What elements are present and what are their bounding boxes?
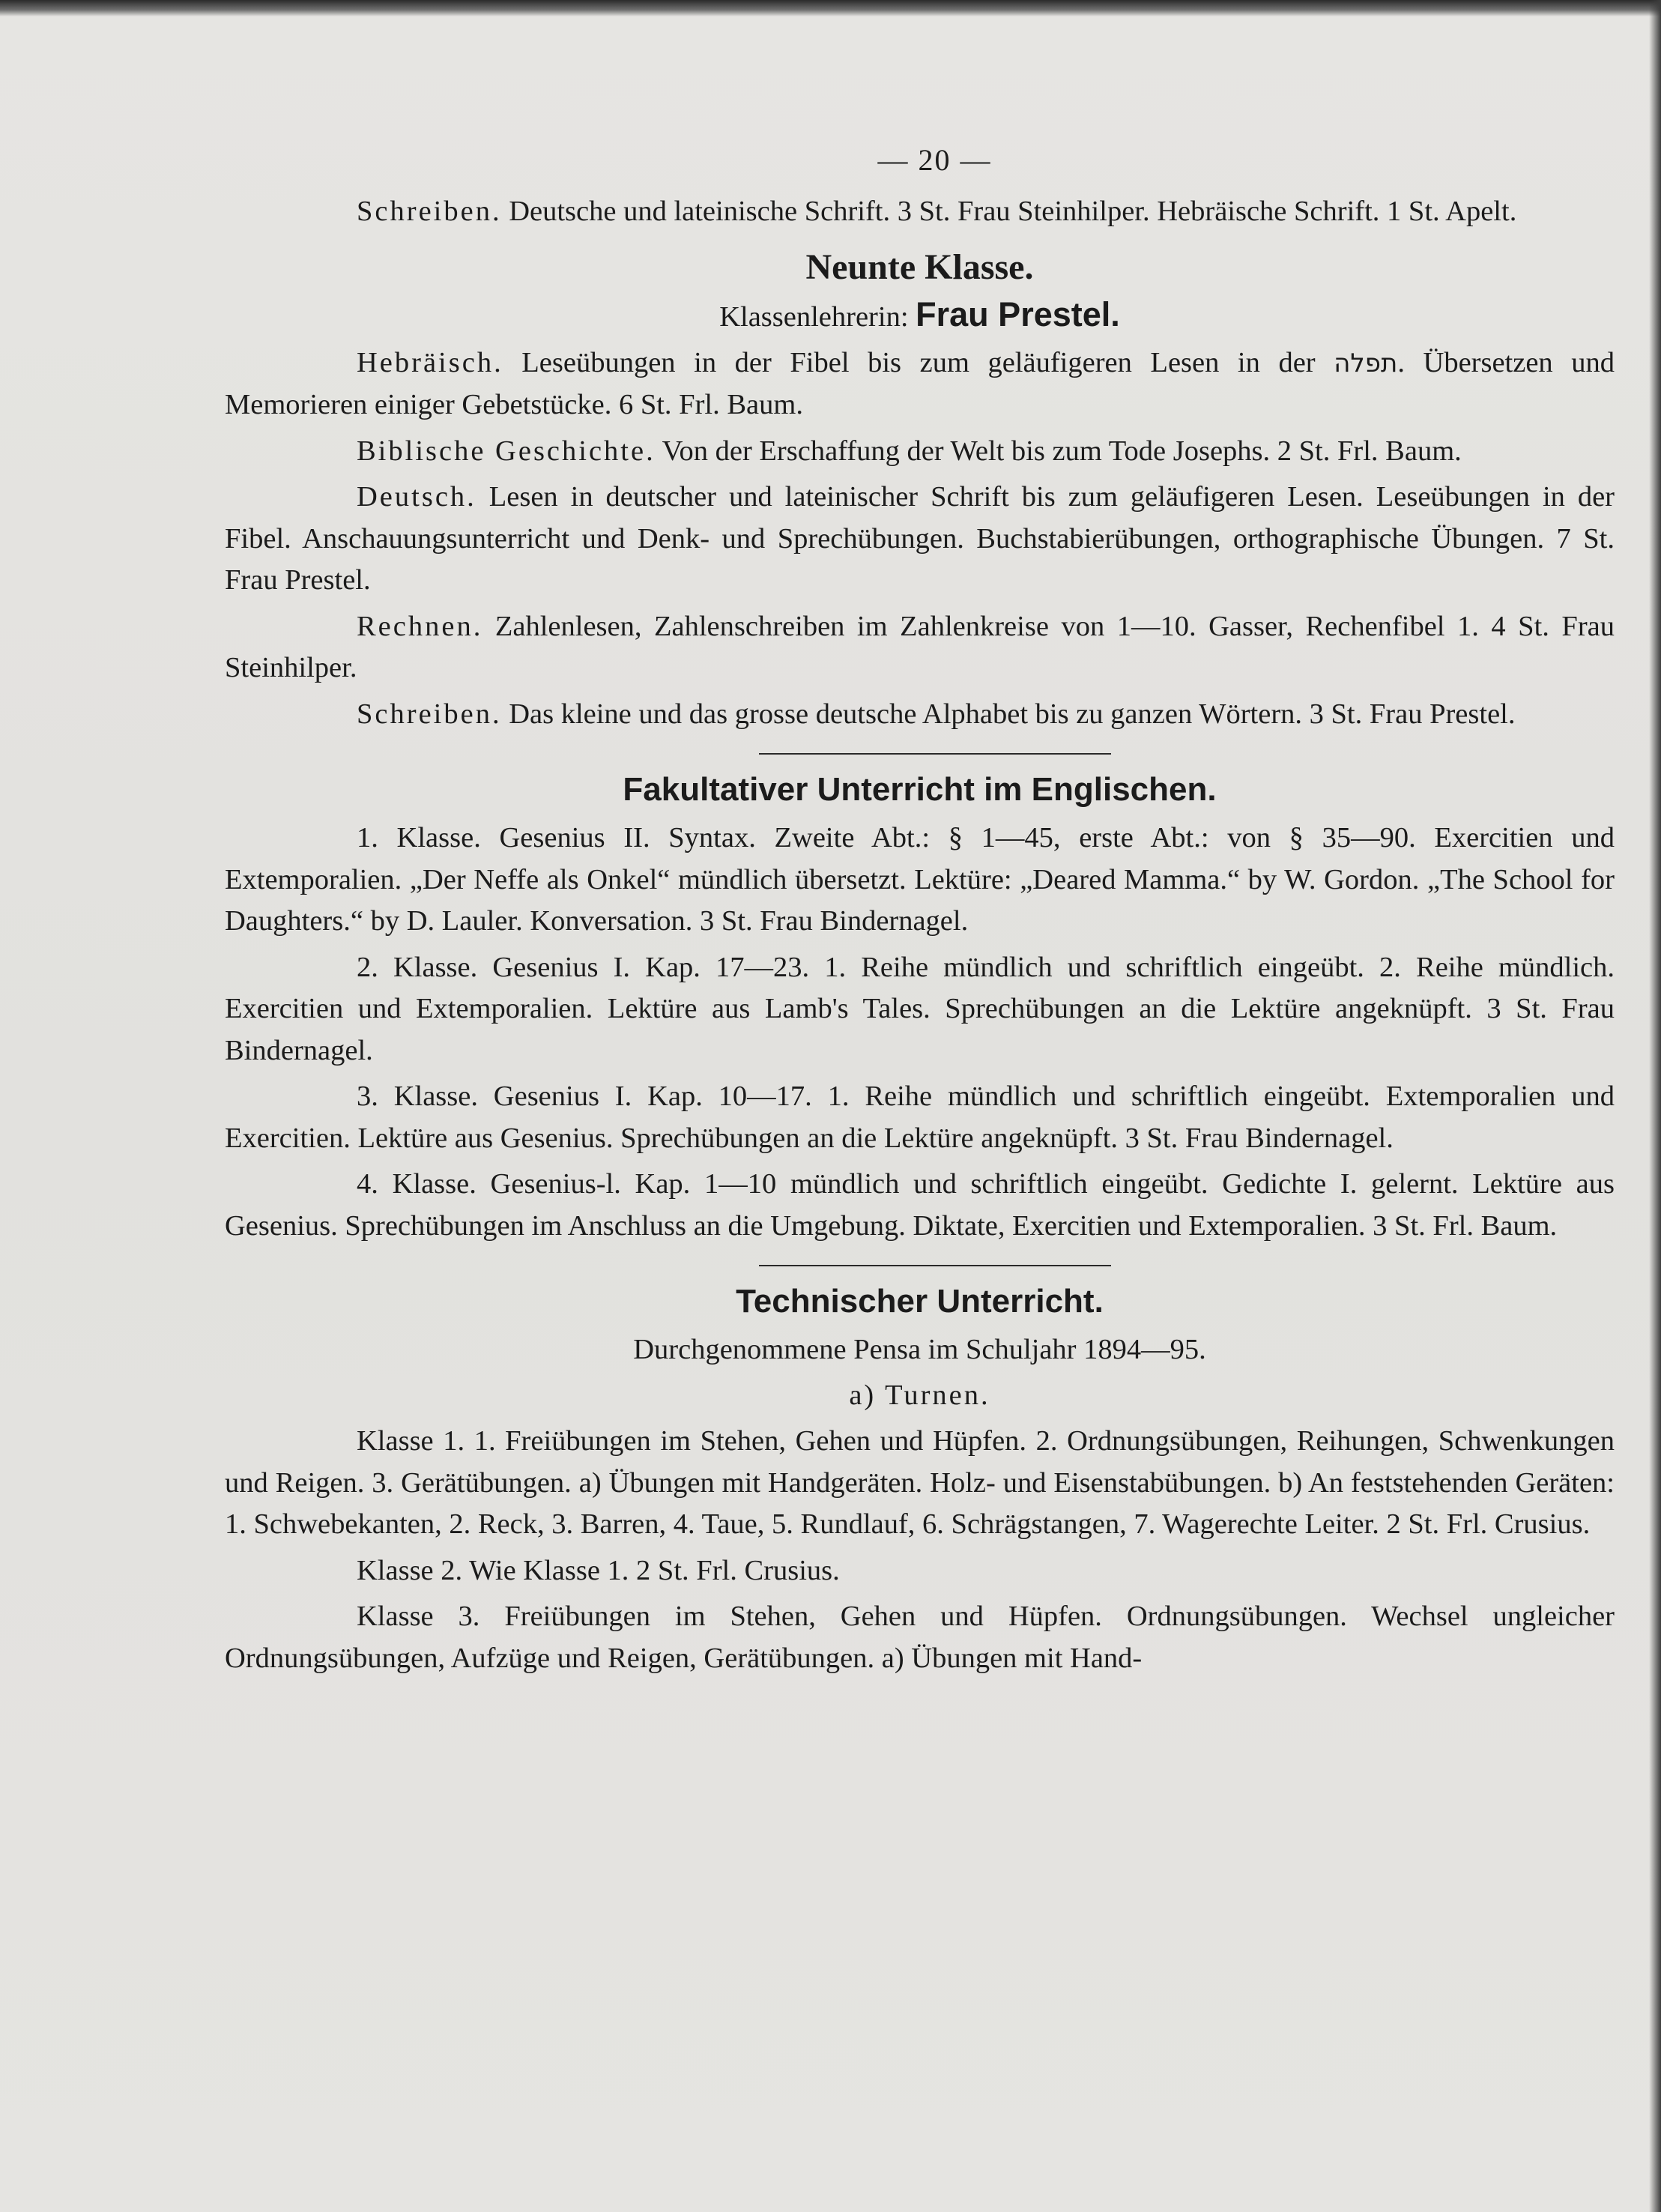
turnen-class-paragraph: Klasse 1. 1. Freiübungen im Stehen, Gehen und Hüpfen. 2. Ordnungsübungen, Reihungen, Schwenkungen und Reigen. 3. Gerätübungen. a) Übungen mit Handgeräten. Holz- und Eisenstabübungen. b) An feststehenden Geräten: 1. Schwebekanten, 2. Reck, 3. Barren, 4. Taue, 5. Rundlauf, 6. Schrägstangen, 7. Wagerechte Leiter. 2 St. Frl. Crusius. — [225, 1425, 1615, 1540]
subject-label: Deutsch. — [357, 481, 476, 513]
hebrew-word: תפלה — [1334, 348, 1398, 378]
page-number: — 20 — — [877, 143, 992, 177]
subject-paragraph — [225, 694, 1615, 736]
teacher-prefix: Klassenlehrerin: — [719, 300, 909, 333]
intro-text: Deutsche und lateinische Schrift. 3 St. Frau Steinhilper. Hebräische Schrift. 1 St. Apelt. — [509, 196, 1517, 227]
subject-label: Schreiben. — [357, 698, 502, 730]
subject-paragraph — [225, 477, 1615, 602]
english-class-paragraph: 4. Klasse. Gesenius-l. Kap. 1—10 mündlich und schriftlich eingeübt. Gedichte I. gelernt. Lektüre aus Gesenius. Sprechübungen im Anschluss an die Umgebung. Diktate, Exercitien und Extemporalien. 3 St. Frl. Baum. — [225, 1168, 1615, 1242]
english-class-paragraph: 1. Klasse. Gesenius II. Syntax. Zweite Abt.: § 1—45, erste Abt.: von § 35—90. Exercitien und Extemporalien. „Der Neffe als Onkel“ mündlich übersetzt. Lektüre: „Deared Mamma.“ by W. Gordon. „The School for Daughters.“ by D. Lauler. Konversation. 3 St. Frau Bindernagel. — [225, 822, 1615, 937]
subject-paragraph — [225, 606, 1615, 689]
section-title-neunte-klasse: Neunte Klasse. — [805, 247, 1034, 287]
section-divider — [759, 753, 1111, 755]
subject-label: Hebräisch. — [357, 346, 503, 378]
section-title-englisch: Fakultativer Unterricht im Englischen. — [623, 771, 1217, 808]
subject-text: Leseübungen in der Fibel bis zum geläufigeren Lesen in der — [521, 346, 1316, 378]
subject-paragraph — [225, 342, 1615, 426]
english-class-paragraph: 2. Klasse. Gesenius I. Kap. 17—23. 1. Reihe mündlich und schriftlich eingeübt. 2. Reihe mündlich. Exercitien und Extemporalien. Lektüre aus Lamb's Tales. Sprechübungen an die Lektüre angeknüpft. 3 St. Frau Bindernagel. — [225, 951, 1615, 1066]
intro-label: Schreiben. — [357, 196, 502, 227]
subject-text: Von der Erschaffung der Welt bis zum Tode Josephs. 2 St. Frl. Baum. — [662, 435, 1462, 467]
subject-text: Lesen in deutscher und lateinischer Schrift bis zum geläufigeren Lesen. Leseübungen in der Fibel. Anschauungsunterricht und Denk- und Sprechübungen. Buchstabierübungen, orthographische Übungen. 7 St. Frau Prestel. — [225, 481, 1615, 596]
subject-label: Rechnen. — [357, 610, 483, 642]
turnen-class-paragraph: Klasse 2. Wie Klasse 1. 2 St. Frl. Crusius. — [357, 1554, 840, 1586]
intro-paragraph — [225, 191, 1615, 233]
subsection-turnen: a) Turnen. — [849, 1380, 990, 1411]
section-title-technischer-unterricht: Technischer Unterricht. — [736, 1283, 1104, 1320]
subject-text: Zahlenlesen, Zahlenschreiben im Zahlenkreise von 1—10. Gasser, Rechenfibel 1. 4 St. Frau Steinhilper. — [225, 610, 1615, 683]
scan-edge-top — [0, 0, 1661, 16]
subject-text: Das kleine und das grosse deutsche Alphabet bis zu ganzen Wörtern. 3 St. Frau Prestel. — [509, 698, 1516, 730]
class-teacher-line — [225, 294, 1615, 338]
teacher-name: Frau Prestel. — [916, 294, 1120, 333]
english-class-paragraph: 3. Klasse. Gesenius I. Kap. 10—17. 1. Reihe mündlich und schriftlich eingeübt. Extemporalien und Exercitien. Lektüre aus Gesenius. Sprechübungen an die Lektüre angeknüpft. 3 St. Frau Bindernagel. — [225, 1081, 1615, 1154]
text-column — [225, 142, 1615, 1684]
pensa-subtitle: Durchgenommene Pensa im Schuljahr 1894—95. — [633, 1334, 1206, 1365]
scan-edge-right — [1649, 0, 1661, 2212]
turnen-class-paragraph: Klasse 3. Freiübungen im Stehen, Gehen und Hüpfen. Ordnungsübungen. Wechsel ungleicher Ordnungsübungen, Aufzüge und Reigen, Gerätübungen. a) Übungen mit Hand- — [225, 1601, 1615, 1674]
subject-text-continued: . Übersetzen und Memorieren einiger Gebetstücke. 6 St. Frl. Baum. — [225, 346, 1615, 420]
subject-label: Biblische Geschichte. — [357, 435, 656, 467]
section-divider — [759, 1265, 1111, 1266]
subject-paragraph — [225, 431, 1615, 473]
